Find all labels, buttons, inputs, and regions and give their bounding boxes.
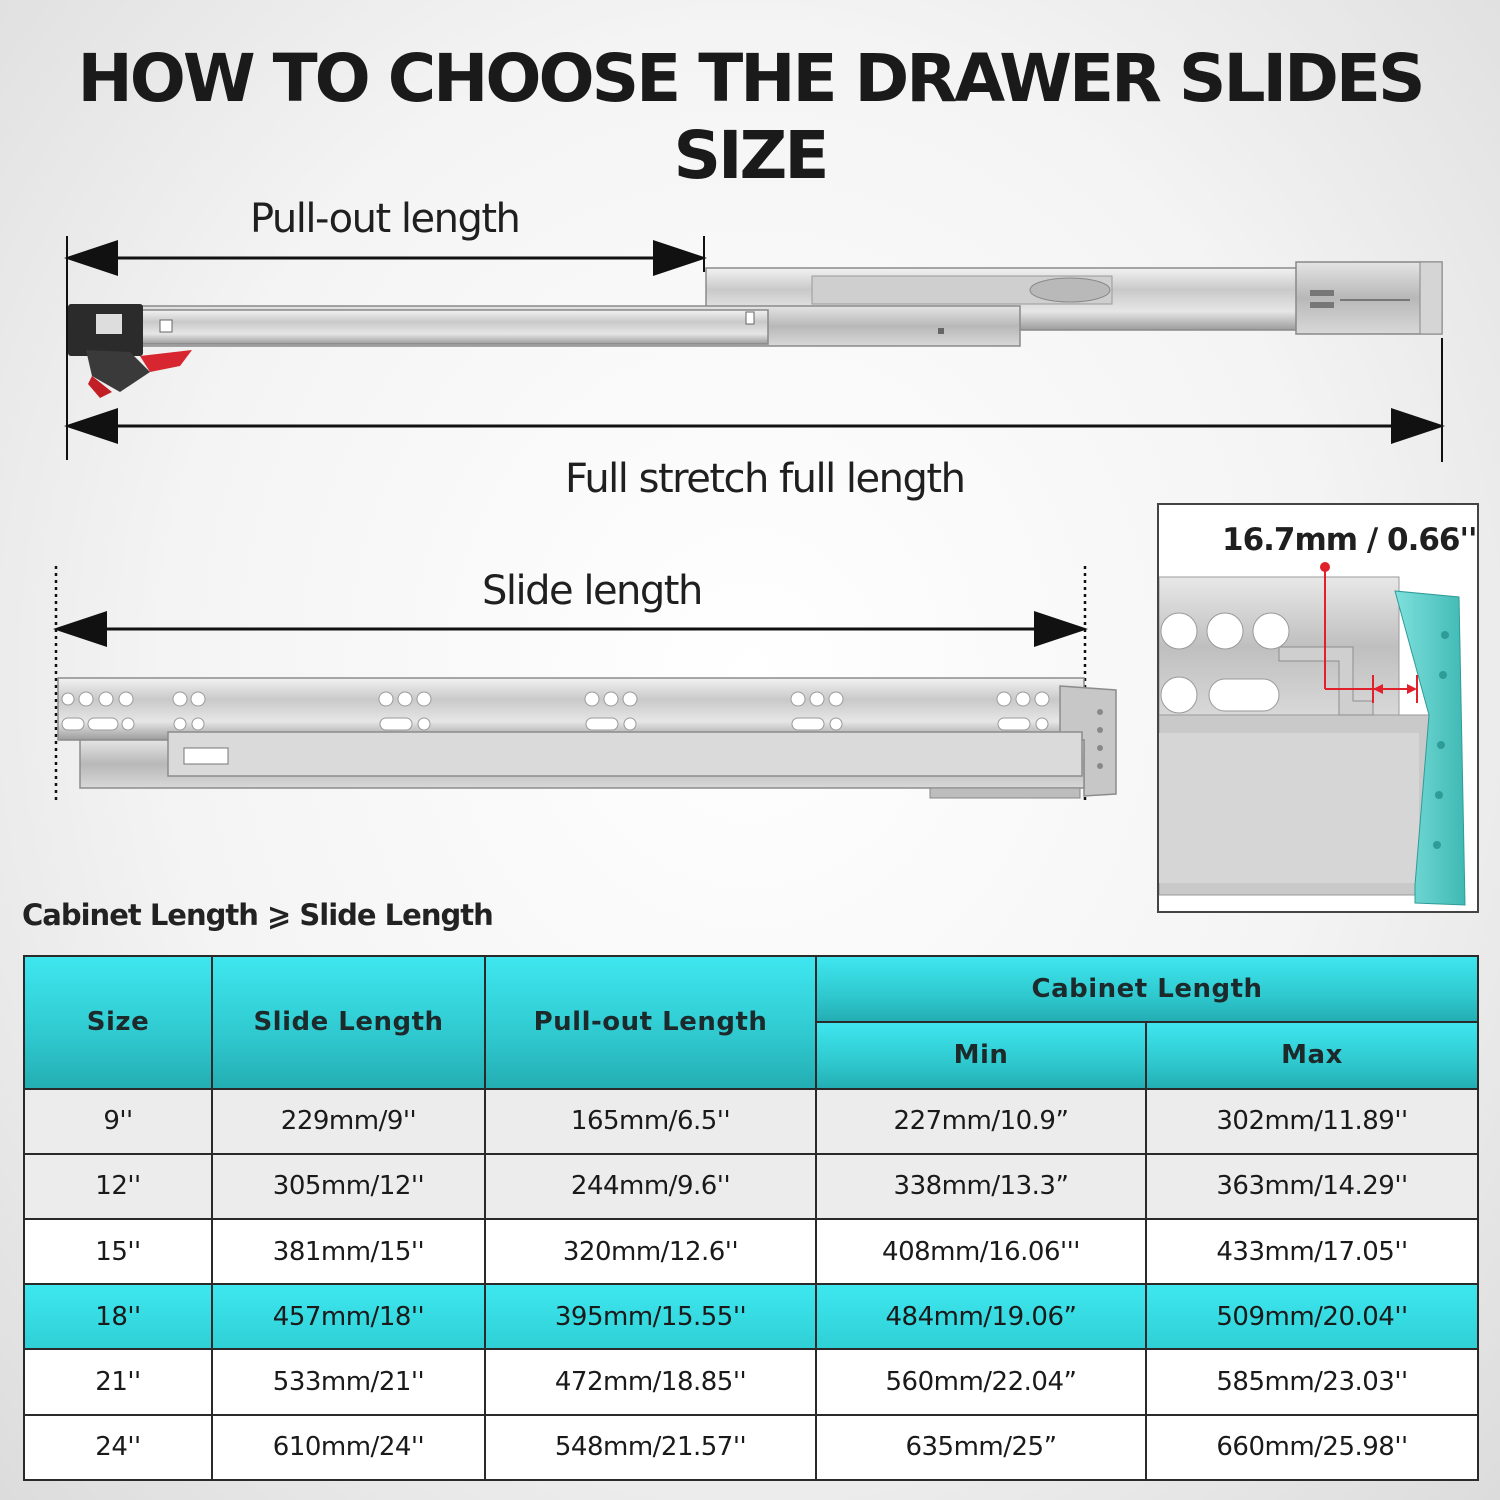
pullout-length-label: Pull-out length [250, 196, 520, 242]
cell-size: 12'' [24, 1154, 212, 1219]
thickness-detail-image [1159, 505, 1479, 913]
header-cabinet-length: Cabinet Length [816, 956, 1478, 1022]
header-pullout-length: Pull-out Length [485, 956, 816, 1089]
table-row [24, 1349, 1478, 1414]
cell-max: 585mm/23.03'' [1146, 1349, 1478, 1414]
table-row [24, 1154, 1478, 1219]
cell-pullout: 395mm/15.55'' [485, 1284, 816, 1349]
header-slide-length: Slide Length [212, 956, 485, 1089]
cell-size: 18'' [24, 1284, 212, 1349]
cell-slide: 610mm/24'' [212, 1415, 485, 1480]
cell-size: 15'' [24, 1219, 212, 1284]
cell-size: 21'' [24, 1349, 212, 1414]
cell-pullout: 472mm/18.85'' [485, 1349, 816, 1414]
header-max: Max [1146, 1022, 1478, 1088]
cell-min: 635mm/25” [816, 1415, 1146, 1480]
cell-min: 227mm/10.9” [816, 1089, 1146, 1154]
cell-pullout: 320mm/12.6'' [485, 1219, 816, 1284]
thickness-label: 16.7mm / 0.66'' [1222, 522, 1477, 558]
table-row [24, 1415, 1478, 1480]
full-length-dimension [70, 338, 1442, 462]
header-min: Min [816, 1022, 1146, 1088]
cell-min: 484mm/19.06” [816, 1284, 1146, 1349]
cell-min: 338mm/13.3” [816, 1154, 1146, 1219]
cell-slide: 533mm/21'' [212, 1349, 485, 1414]
cell-size: 9'' [24, 1089, 212, 1154]
size-spec-table [23, 955, 1479, 1481]
cell-size: 24'' [24, 1415, 212, 1480]
cell-max: 363mm/14.29'' [1146, 1154, 1478, 1219]
thickness-detail-inset [1157, 503, 1479, 913]
page-title: HOW TO CHOOSE THE DRAWER SLIDES SIZE [77, 40, 1423, 194]
cell-slide: 457mm/18'' [212, 1284, 485, 1349]
slide-length-label: Slide length [482, 568, 702, 614]
cabinet-slide-formula: Cabinet Length ⩾ Slide Length [22, 898, 493, 932]
extended-slide-image [68, 262, 1442, 398]
full-length-label: Full stretch full length [565, 456, 965, 502]
cell-min: 408mm/16.06''' [816, 1219, 1146, 1284]
cell-max: 509mm/20.04'' [1146, 1284, 1478, 1349]
cell-max: 660mm/25.98'' [1146, 1415, 1478, 1480]
cell-pullout: 244mm/9.6'' [485, 1154, 816, 1219]
closed-slide-image [58, 678, 1116, 798]
cell-min: 560mm/22.04” [816, 1349, 1146, 1414]
cell-pullout: 548mm/21.57'' [485, 1415, 816, 1480]
cell-max: 433mm/17.05'' [1146, 1219, 1478, 1284]
table-row [24, 1219, 1478, 1284]
table-header-row [24, 956, 1478, 1022]
table-row-highlighted [24, 1284, 1478, 1349]
cell-slide: 229mm/9'' [212, 1089, 485, 1154]
cell-slide: 381mm/15'' [212, 1219, 485, 1284]
table-row [24, 1089, 1478, 1154]
cell-pullout: 165mm/6.5'' [485, 1089, 816, 1154]
cell-max: 302mm/11.89'' [1146, 1089, 1478, 1154]
header-size: Size [24, 956, 212, 1089]
cell-slide: 305mm/12'' [212, 1154, 485, 1219]
